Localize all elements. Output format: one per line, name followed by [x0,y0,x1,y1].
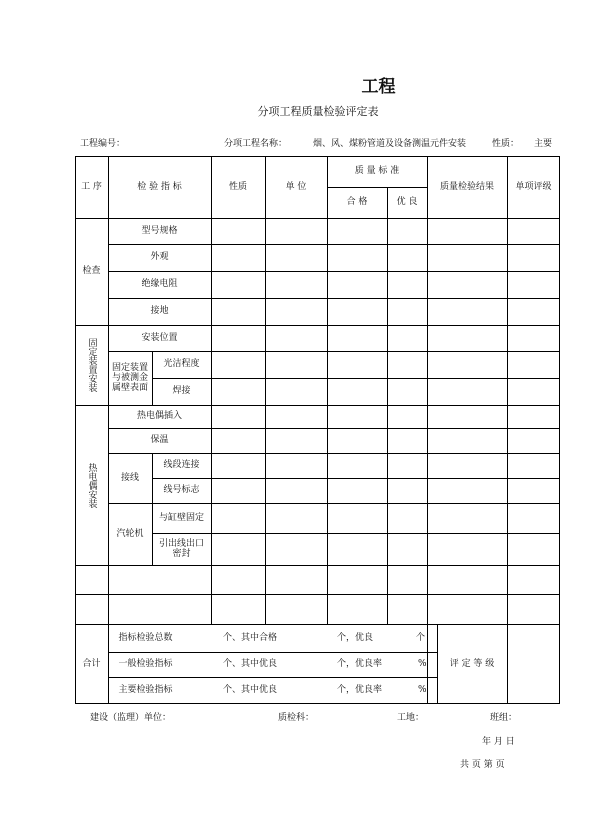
turbine-item: 引出线出口密封 [158,539,204,559]
summary-row-c: % [418,685,427,695]
wiring-label: 接线 [120,472,139,483]
page-count: 共 页 第 页 [460,760,505,770]
summary-row-c: % [418,659,427,669]
thermo-insert-item: 热电偶插入 [136,411,182,421]
summary-row-b: 个，优良 [337,632,374,643]
turbine-item: 与缸壁固定 [158,512,204,523]
summary-row-a: 个、其中优良 [223,685,278,695]
turbine-label: 汽轮机 [116,528,144,539]
summary-row-b: 个，优良率 [337,659,383,669]
fix-position-item: 安装位置 [141,332,178,343]
header-nature: 性质 [228,181,247,192]
nature-value: 主要 [534,139,553,149]
header-excellent: 优 良 [396,197,418,207]
nature-label: 性质： [492,139,520,149]
sub-project-value: 烟、风、煤粉管道及设备测温元件安装 [313,139,467,149]
summary-row-a: 个、其中优良 [223,659,278,669]
header-process: 工 序 [81,181,102,192]
group-check-label: 检查 [82,266,101,276]
header-grade: 单项评级 [515,181,552,192]
summary-row-b: 个，优良率 [337,685,383,695]
thermo-insulate-item: 保温 [150,435,169,445]
form-subtitle: 分项工程质量检验评定表 [257,105,379,118]
summary-row-label: 指标检验总数 [118,632,173,643]
check-item: 型号规格 [141,225,178,236]
wiring-item: 线号标志 [163,485,200,495]
check-item: 绝缘电阻 [141,279,178,289]
fix-sub-item: 焊接 [172,386,191,396]
fix-sub-label: 固定装置与被测金属壁表面 [111,363,148,393]
wiring-item: 线段连接 [163,460,200,470]
fix-sub-item: 光洁程度 [163,359,200,369]
summary-row-label: 主要检验指标 [118,685,173,695]
check-item: 外观 [150,252,169,262]
group-thermo-label: 热电偶安装 [86,462,97,508]
summary-row-a: 个、其中合格 [223,632,278,643]
header-result: 质量检验结果 [439,181,494,192]
header-qualified: 合 格 [346,197,368,207]
date-line: 年 月 日 [482,737,515,747]
summary-label: 合计 [82,658,101,669]
summary-row-c: 个 [416,632,426,643]
site-label: 工地： [397,713,425,723]
grade-label: 评 定 等 级 [449,658,495,669]
team-label: 班组： [490,713,518,723]
header-unit: 单 位 [285,181,307,192]
header-index: 检 验 指 标 [137,181,182,192]
qc-dept-label: 质检科： [278,713,315,723]
summary-row-label: 一般检验指标 [118,659,173,669]
check-item: 接地 [150,306,169,316]
page-title: 工程 [361,77,396,97]
sub-project-label: 分项工程名称： [224,139,288,149]
group-fix-label: 固定装置安装 [86,338,97,392]
construction-unit-label: 建设（监理）单位： [90,713,172,723]
header-standard: 质 量 标 准 [354,166,400,176]
project-no-label: 工程编号： [80,139,126,149]
